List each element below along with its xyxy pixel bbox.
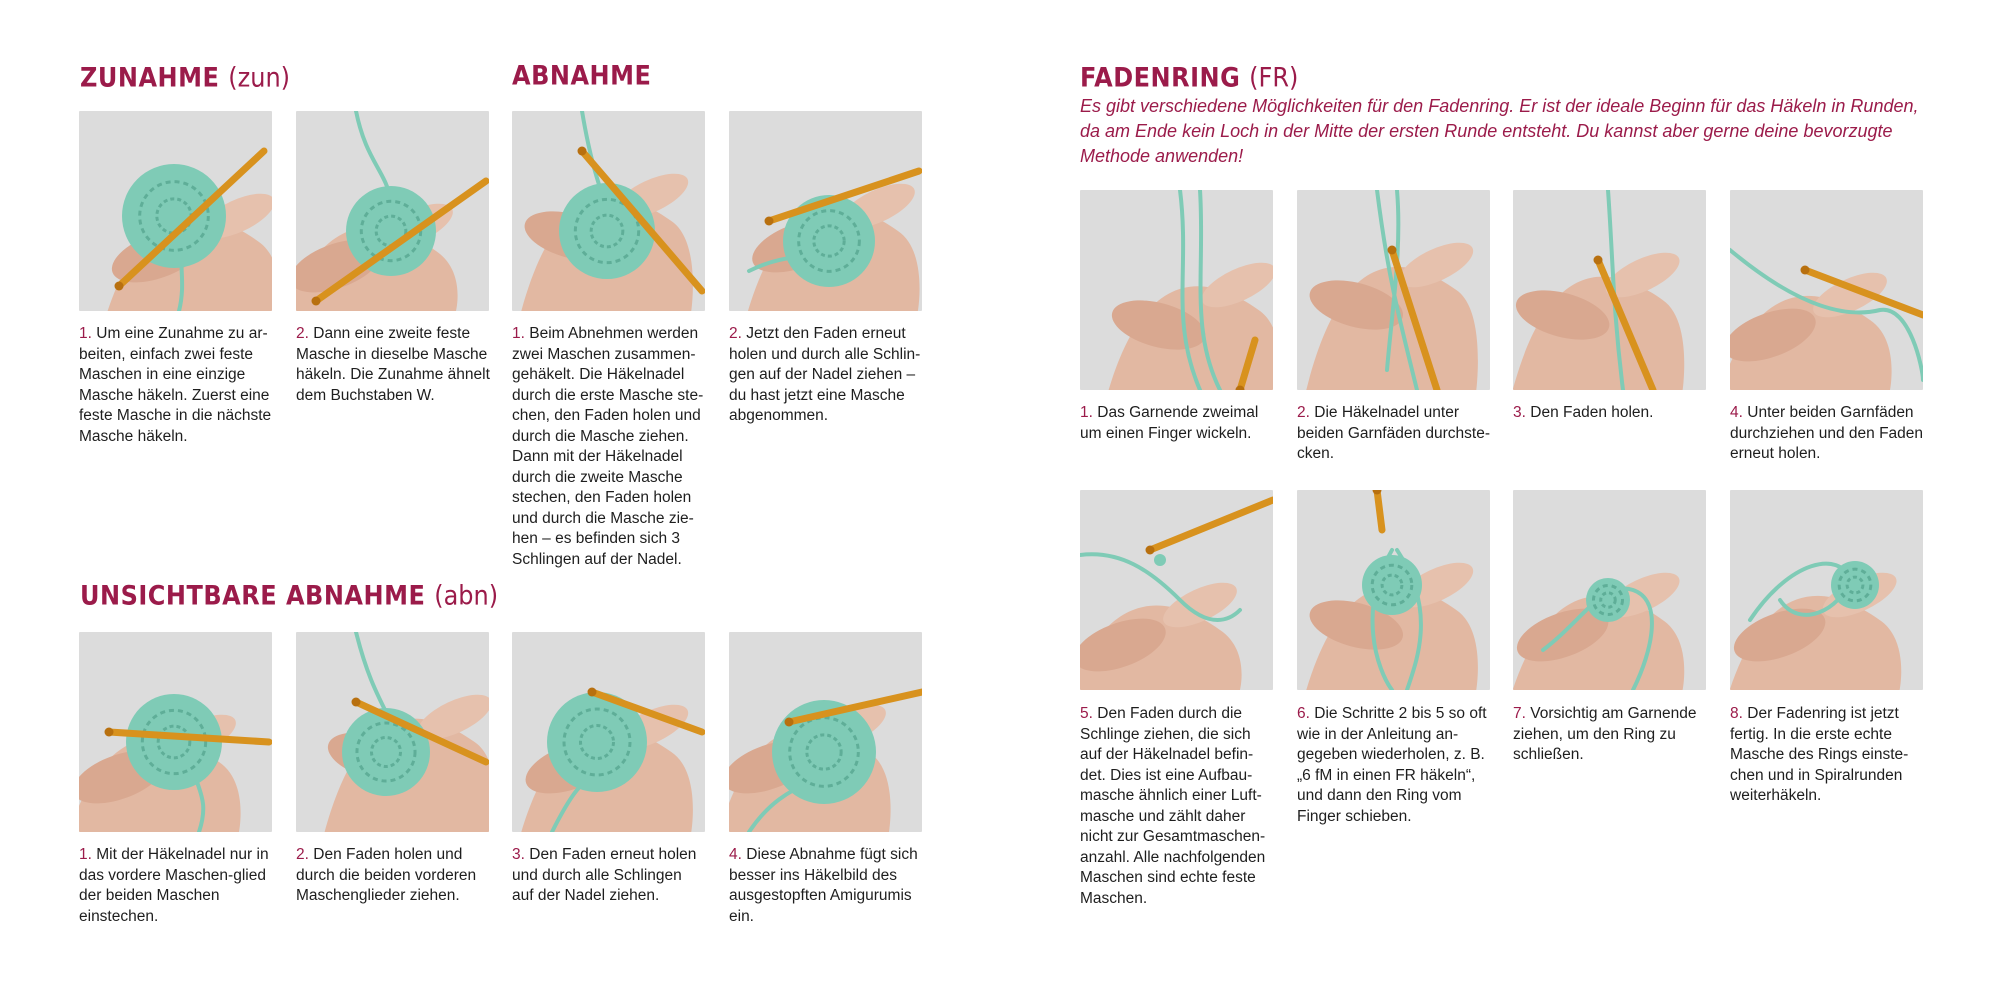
step-number: 1. [512,325,525,342]
step-caption-unsichtbare-3 [512,845,707,907]
step-number: 1. [79,325,92,342]
step-number: 1. [1080,404,1093,421]
crochet-photo-illustration [1080,490,1273,690]
step-caption-fadenring-4 [1730,403,1925,465]
hook-tip [1146,546,1155,555]
step-caption-fadenring-1 [1080,403,1275,444]
heading-fadenring: FADENRING (FR) [1080,62,1299,94]
step-number: 2. [296,846,309,863]
step-caption-abnahme-1 [512,324,707,570]
step-caption-unsichtbare-4 [729,845,924,927]
step-caption-unsichtbare-2 [296,845,491,907]
step-text: Den Faden durch die Schlinge ziehen, die sich auf der Häkelnadel befin-det. Dies ist eine Aufbau-masche ähnlich einer Luft-masche und zählt daher nicht zur Gesamtmaschen-anzahl. Alle nachfolgenden Maschen sind echte feste Maschen. [1080,705,1266,907]
step-text: Um eine Zunahme zu ar-beiten, einfach zwei feste Maschen in eine einzige Masche häkeln. Zuerst eine feste Masche in die nächste Masche häkeln. [79,325,272,445]
heading-unsichtbare-abnahme: UNSICHTBARE ABNAHME (abn) [80,580,499,612]
step-caption-fadenring-2 [1297,403,1492,465]
crochet-hook [1377,490,1382,530]
crochet-swatch [346,186,436,276]
step-caption-fadenring-7 [1513,704,1708,766]
crochet-swatch [126,694,222,790]
step-number: 7. [1513,705,1526,722]
crochet-photo-illustration [1513,490,1706,690]
crochet-swatch [342,708,430,796]
step-text: Dann eine zweite feste Masche in dieselbe Masche häkeln. Die Zunahme ähnelt dem Buchstaben W. [296,325,490,404]
photo-fadenring-1 [1080,190,1273,390]
crochet-photo-illustration [512,632,705,832]
hook-tip [352,698,361,707]
step-caption-zunahme-1 [79,324,274,447]
crochet-photo-illustration [296,111,489,311]
step-text: Die Häkelnadel unter beiden Garnfäden durchste-cken. [1297,404,1491,462]
step-number: 1. [79,846,92,863]
photo-fadenring-8 [1730,490,1923,690]
hook-tip [1801,266,1810,275]
step-caption-unsichtbare-1 [79,845,274,927]
crochet-photo-illustration [512,111,705,311]
crochet-photo-illustration [1730,190,1923,390]
step-number: 2. [1297,404,1310,421]
crochet-photo-illustration [729,632,922,832]
heading-zunahme: ZUNAHME (zun) [80,62,291,94]
crochet-photo-illustration [296,632,489,832]
hook-tip [765,217,774,226]
hook-tip [785,718,794,727]
step-text: Das Garnende zweimal um einen Finger wickeln. [1080,404,1259,442]
photo-unsichtbare-2 [296,632,489,832]
photo-fadenring-7 [1513,490,1706,690]
photo-abnahme-2 [729,111,922,311]
step-text: Den Faden holen. [1530,404,1654,421]
step-text: Die Schritte 2 bis 5 so oft wie in der Anleitung an-gegeben wiederholen, z. B. „6 fM in einen FR häkeln“, und dann den Ring vom Finger schieben. [1297,705,1487,825]
step-text: Der Fadenring ist jetzt fertig. In die erste echte Masche des Rings einste-chen und in Spiralrunden weiterhäkeln. [1730,705,1909,804]
photo-fadenring-4 [1730,190,1923,390]
step-text: Jetzt den Faden erneut holen und durch alle Schlin-gen auf der Nadel ziehen – du hast jetzt eine Masche abgenommen. [729,325,921,424]
photo-abnahme-1 [512,111,705,311]
step-caption-fadenring-3 [1513,403,1708,424]
photo-fadenring-5 [1080,490,1273,690]
crochet-photo-illustration [79,111,272,311]
crochet-photo-illustration [1513,190,1706,390]
step-number: 3. [512,846,525,863]
step-number: 4. [1730,404,1743,421]
step-number: 3. [1513,404,1526,421]
photo-unsichtbare-1 [79,632,272,832]
step-text: Unter beiden Garnfäden durchziehen und den Faden erneut holen. [1730,404,1924,462]
step-caption-fadenring-6 [1297,704,1492,827]
hook-tip [105,728,114,737]
hook-tip [1594,256,1603,265]
hook-tip [312,297,321,306]
step-text: Den Faden erneut holen und durch alle Schlingen auf der Nadel ziehen. [512,846,697,904]
crochet-swatch [559,183,655,279]
crochet-photo-illustration [1730,490,1923,690]
photo-zunahme-1 [79,111,272,311]
hook-tip [1388,246,1397,255]
crochet-photo-illustration [1297,490,1490,690]
step-number: 5. [1080,705,1093,722]
step-text: Diese Abnahme fügt sich besser ins Häkelbild des ausgestopften Amigurumis ein. [729,846,918,925]
crochet-photo-illustration [79,632,272,832]
crochet-photo-illustration [1297,190,1490,390]
crochet-photo-illustration [1080,190,1273,390]
step-caption-fadenring-8 [1730,704,1925,807]
step-number: 4. [729,846,742,863]
hook-tip [578,147,587,156]
hook-tip [588,688,597,697]
photo-fadenring-6 [1297,490,1490,690]
crochet-photo-illustration [729,111,922,311]
step-number: 8. [1730,705,1743,722]
step-caption-fadenring-5 [1080,704,1275,909]
step-number: 2. [729,325,742,342]
fadenring-intro: Es gibt verschiedene Möglichkeiten für den Fadenring. Er ist der ideale Beginn für das Häkeln in Runden, da am Ende kein Loch in der Mitte der ersten Runde entsteht. Du kannst aber gerne deine bevorzugte Methode anwenden! [1080,96,1919,166]
photo-zunahme-2 [296,111,489,311]
step-number: 6. [1297,705,1310,722]
crochet-swatch [1154,554,1166,566]
photo-fadenring-3 [1513,190,1706,390]
step-caption-zunahme-2 [296,324,491,406]
step-caption-abnahme-2 [729,324,924,427]
hook-tip [115,282,124,291]
crochet-swatch [122,164,226,268]
step-number: 2. [296,325,309,342]
step-text: Den Faden holen und durch die beiden vorderen Maschenglieder ziehen. [296,846,477,904]
heading-abnahme: ABNAHME [512,60,652,92]
photo-fadenring-2 [1297,190,1490,390]
step-text: Vorsichtig am Garnende ziehen, um den Ring zu schließen. [1513,705,1697,763]
photo-unsichtbare-4 [729,632,922,832]
step-text: Beim Abnehmen werden zwei Maschen zusammen-gehäkelt. Die Häkelnadel durch die erste Masche ste-chen, den Faden holen und durch die Masche ziehen. Dann mit der Häkelnadel durch die zweite Masche stechen, den Faden holen und durch die Masche zie-hen – es befinden sich 3 Schlingen auf der Nadel. [512,325,704,568]
step-text: Mit der Häkelnadel nur in das vordere Maschen-glied der beiden Maschen einstechen. [79,846,269,925]
photo-unsichtbare-3 [512,632,705,832]
